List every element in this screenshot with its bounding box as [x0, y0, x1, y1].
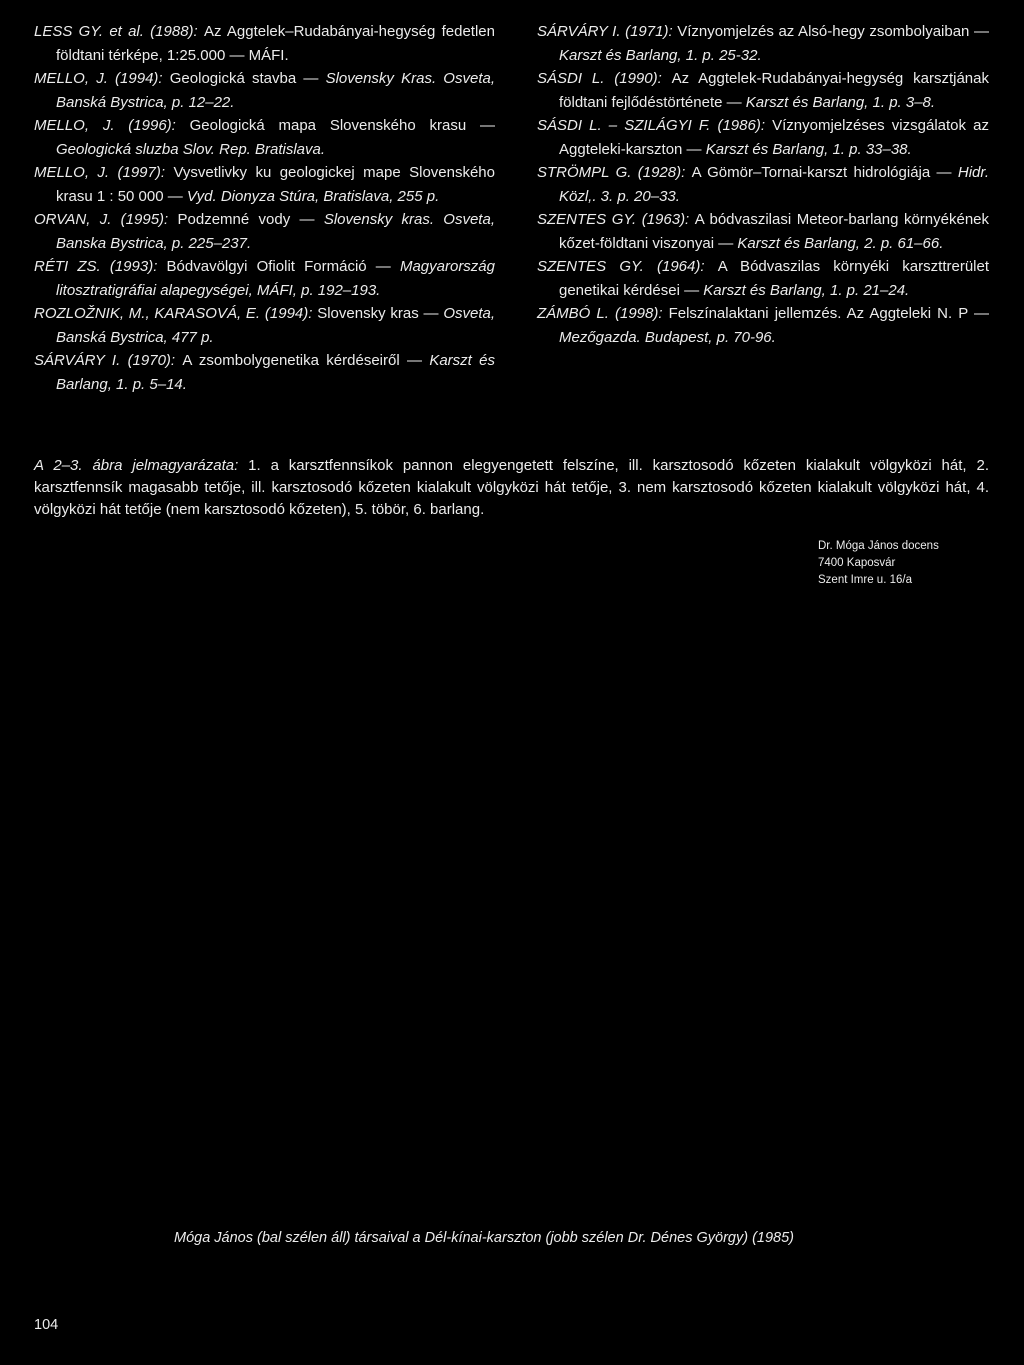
page-number: 104: [34, 1317, 59, 1333]
reference-source: Karszt és Barlang, 1. p. 3–8.: [745, 93, 936, 111]
reference-author-year: STRÖMPL G. (1928):: [537, 164, 692, 181]
reference-source: Slovensky Kras. Osveta, Banská Bystrica, p. 12–22.: [56, 70, 495, 111]
reference-author-year: RÉTI ZS. (1993):: [34, 258, 167, 275]
reference-source: Karszt és Barlang, 2. p. 61–66.: [737, 234, 944, 252]
reference-title: Geologická mapa Slovenského krasu —: [189, 117, 496, 134]
reference-entry: [537, 255, 989, 302]
reference-source: Slovensky kras. Osveta, Banska Bystrica, p. 225–237.: [56, 211, 495, 252]
reference-entry: [537, 208, 989, 255]
reference-entry: [537, 302, 989, 349]
reference-source: Mezőgazda. Budapest, p. 70-96.: [559, 328, 776, 346]
reference-author-year: SÁRVÁRY I. (1970):: [34, 352, 183, 369]
reference-entry: [34, 20, 495, 67]
caption-lead: A 2–3. ábra jelmagyarázata:: [34, 457, 249, 474]
address-line: 7400 Kaposvár: [818, 557, 896, 569]
reference-source: Karszt és Barlang, 1. p. 5–14.: [56, 352, 495, 393]
reference-source: Osveta, Banská Bystrica, 477 p.: [56, 305, 495, 346]
reference-entry: [34, 349, 495, 396]
reference-title: A bódvaszilasi Meteor-barlang környékének kőzet-földtani viszonyai —: [559, 211, 990, 252]
reference-author-year: SÁRVÁRY I. (1971):: [537, 23, 678, 40]
address-line: Dr. Móga János docens: [818, 540, 939, 552]
reference-title: A zsombolygenetika kérdéseiről —: [182, 352, 430, 369]
reference-title: Podzemné vody —: [177, 211, 324, 228]
address-line: Szent Imre u. 16/a: [818, 574, 912, 586]
reference-entry: [34, 302, 495, 349]
reference-author-year: SZENTES GY. (1964):: [537, 258, 718, 275]
reference-author-year: ROZLOŽNIK, M., KARASOVÁ, E. (1994):: [34, 305, 318, 322]
reference-author-year: MELLO, J. (1996):: [34, 117, 190, 134]
reference-entry: [537, 67, 989, 114]
reference-source: Karszt és Barlang, 1. p. 21–24.: [703, 281, 910, 299]
reference-entry: [537, 161, 989, 208]
reference-entry: [34, 114, 495, 161]
reference-entry: [34, 208, 495, 255]
reference-entry: [34, 161, 495, 208]
reference-title: Víznyomjelzéses vizsgálatok az Aggteleki-karszton —: [559, 117, 989, 158]
reference-entry: [34, 255, 495, 302]
reference-title: A Bódvaszilas környéki karszttrerület genetikai kérdései —: [559, 258, 989, 299]
reference-source: Karszt és Barlang, 1. p. 33–38.: [705, 140, 912, 158]
photo-caption: Móga János (bal szélen áll) társaival a Dél-kínai-karszton (jobb szélen Dr. Dénes György) (1985): [173, 1230, 794, 1246]
references-right-column: [537, 20, 989, 349]
reference-title: Víznyomjelzés az Alsó-hegy zsombolyaiban —: [677, 23, 989, 40]
reference-title: Bódvavölgyi Ofiolit Formáció —: [166, 258, 400, 275]
reference-author-year: ORVAN, J. (1995):: [34, 211, 178, 228]
reference-source: Geologická sluzba Slov. Rep. Bratislava.: [56, 140, 326, 158]
reference-source: Magyarország litosztratigráfiai alapegységei, MÁFI, p. 192–193.: [56, 258, 495, 299]
reference-title: Az Aggtelek-Rudabányai-hegység karsztjának földtani fejlődéstörténete —: [559, 70, 989, 111]
author-address: [818, 538, 988, 589]
reference-author-year: SZENTES GY. (1963):: [537, 211, 695, 228]
reference-source: Hidr. Közl,. 3. p. 20–33.: [559, 164, 990, 205]
reference-title: Felszínalaktani jellemzés. Az Aggteleki N. P —: [668, 305, 990, 322]
reference-author-year: SÁSDI L. – SZILÁGYI F. (1986):: [537, 117, 773, 134]
figure-legend-caption: [34, 455, 989, 521]
caption-text: 1. a karsztfennsíkok pannon elegyengetett felszíne, ill. karsztosodó kőzeten kialakult völgyközi hát, 2. karsztfennsík magasabb tetője, ill. karsztosodó kőzeten kialakult völgyközi hát tetője, 3. nem karsztosodó kőzeten kialakult völgyközi hát, 4. völgyközi hát tetője (nem karsztosodó kőzeten), 5. töbör, 6. barlang.: [34, 457, 989, 518]
reference-author-year: ZÁMBÓ L. (1998):: [537, 305, 669, 322]
reference-title: Slovensky kras —: [317, 305, 444, 322]
reference-title: A Gömör–Tornai-karszt hidrológiája —: [691, 164, 958, 181]
reference-entry: [34, 67, 495, 114]
reference-title: Geologická stavba —: [169, 70, 326, 87]
reference-source: Karszt és Barlang, 1. p. 25-32.: [559, 46, 762, 64]
reference-entry: [537, 114, 989, 161]
reference-title: Vysvetlivky ku geologickej mape Slovenského krasu 1 : 50 000 —: [56, 164, 495, 205]
reference-source: Vyd. Dionyza Stúra, Bratislava, 255 p.: [186, 187, 440, 205]
reference-title: Az Aggtelek–Rudabányai-hegység fedetlen földtani térképe, 1:25.000 — MÁFI.: [56, 23, 495, 64]
reference-author-year: MELLO, J. (1997):: [34, 164, 174, 181]
reference-author-year: LESS GY. et al. (1988):: [34, 23, 204, 40]
reference-author-year: MELLO, J. (1994):: [34, 70, 170, 87]
references-left-column: [34, 20, 495, 396]
reference-author-year: SÁSDI L. (1990):: [537, 70, 672, 87]
reference-entry: [537, 20, 989, 67]
